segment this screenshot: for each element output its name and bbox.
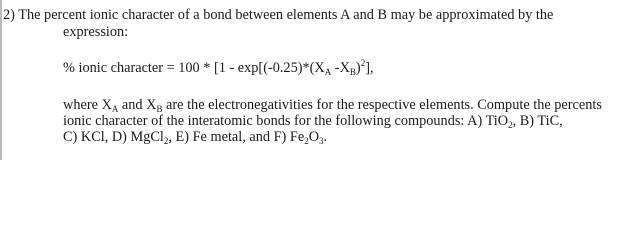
formula-subscript-a: A [324, 67, 332, 77]
formula-close-paren: ) [355, 60, 361, 76]
formula-minus: -X [331, 60, 350, 76]
fe2o3-o-subscript: 3 [319, 136, 324, 146]
tio2-subscript: 2 [508, 120, 513, 130]
explanation-text: C) KCl, D) MgCl [63, 129, 164, 145]
explanation-subscript-b: B [156, 104, 163, 114]
explanation-text: , E) Fe metal, and F) Fe [168, 129, 305, 145]
problem-intro-continuation: expression: [63, 24, 129, 40]
explanation-text: where X [63, 97, 112, 113]
mgcl2-subscript: 2 [163, 136, 169, 146]
formula-exponent: 2 [360, 58, 366, 68]
explanation-line-2 [63, 113, 563, 129]
ionic-character-formula [63, 60, 374, 76]
problem-intro-line-2 [63, 24, 128, 40]
explanation-text: , B) TiC, [512, 113, 563, 129]
formula-subscript-b: B [349, 67, 356, 77]
explanation-text: are the electronegativities for the respective elements. Compute the percents [162, 97, 602, 113]
problem-intro-line-1 [3, 7, 553, 23]
explanation-text: . [323, 129, 328, 145]
left-margin-rule [0, 0, 2, 160]
explanation-line-3 [63, 129, 327, 145]
problem-number: 2) [3, 7, 15, 23]
explanation-text: O [308, 129, 320, 145]
explanation-text: and X [118, 97, 157, 113]
explanation-text: ionic character of the interatomic bonds for the following compounds: A) TiO [63, 113, 509, 129]
problem-intro-text: The percent ionic character of a bond between elements A and B may be approximated by the [18, 7, 554, 23]
explanation-subscript-a: A [111, 104, 119, 114]
explanation-line-1 [63, 97, 602, 113]
formula-suffix: ], [365, 60, 374, 76]
fe2o3-fe-subscript: 2 [304, 136, 309, 146]
formula-prefix: % ionic character = 100 * [1 - exp[(-0.25)*(X [63, 60, 325, 76]
